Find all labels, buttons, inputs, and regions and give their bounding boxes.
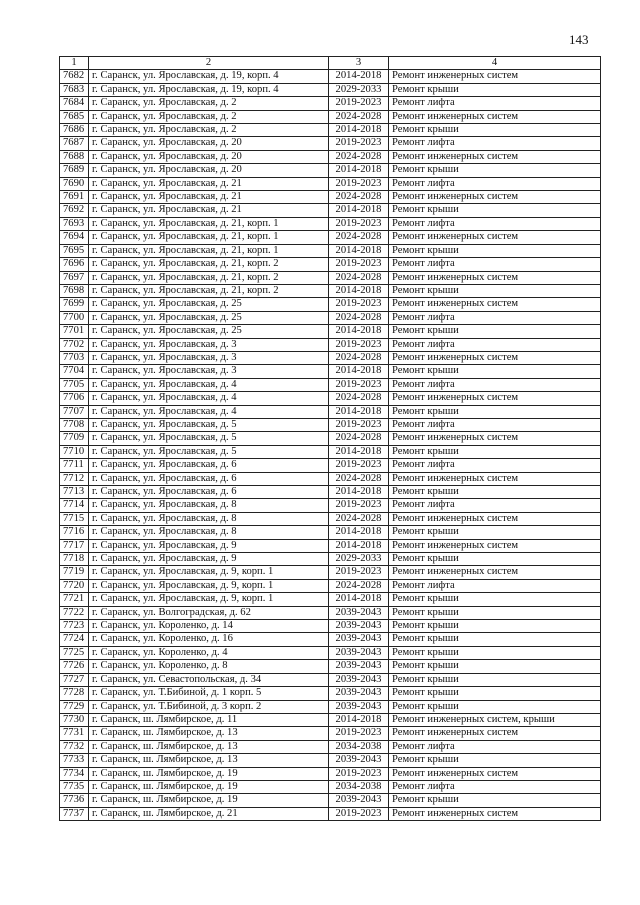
- table-row: [60, 392, 601, 405]
- row-number-cell: 7683: [60, 83, 89, 96]
- work-type-cell: Ремонт крыши: [389, 687, 601, 700]
- period-cell: 2014-2018: [329, 70, 389, 83]
- period-cell: 2024-2028: [329, 150, 389, 163]
- work-type-cell: Ремонт инженерных систем: [389, 392, 601, 405]
- table-row: [60, 459, 601, 472]
- period-cell: 2034-2038: [329, 740, 389, 753]
- period-cell: 2019-2023: [329, 418, 389, 431]
- row-number-cell: 7719: [60, 566, 89, 579]
- period-cell: 2039-2043: [329, 754, 389, 767]
- row-number-cell: 7686: [60, 124, 89, 137]
- address-cell: г. Саранск, ул. Ярославская, д. 4: [89, 392, 329, 405]
- work-type-cell: Ремонт лифта: [389, 499, 601, 512]
- repair-schedule-table: [59, 56, 601, 821]
- address-cell: г. Саранск, ул. Ярославская, д. 21, корп. 2: [89, 271, 329, 284]
- work-type-cell: Ремонт инженерных систем: [389, 727, 601, 740]
- row-number-cell: 7706: [60, 392, 89, 405]
- work-type-cell: Ремонт лифта: [389, 258, 601, 271]
- period-cell: 2024-2028: [329, 392, 389, 405]
- address-cell: г. Саранск, ул. Ярославская, д. 8: [89, 512, 329, 525]
- work-type-cell: Ремонт лифта: [389, 418, 601, 431]
- table-row: [60, 553, 601, 566]
- period-cell: 2014-2018: [329, 365, 389, 378]
- work-type-cell: Ремонт инженерных систем: [389, 298, 601, 311]
- work-type-cell: Ремонт инженерных систем: [389, 231, 601, 244]
- row-number-cell: 7717: [60, 539, 89, 552]
- row-number-cell: 7723: [60, 620, 89, 633]
- row-number-cell: 7730: [60, 713, 89, 726]
- table-row: [60, 499, 601, 512]
- period-cell: 2029-2033: [329, 83, 389, 96]
- row-number-cell: 7705: [60, 378, 89, 391]
- work-type-cell: Ремонт крыши: [389, 794, 601, 807]
- row-number-cell: 7693: [60, 217, 89, 230]
- work-type-cell: Ремонт лифта: [389, 97, 601, 110]
- row-number-cell: 7734: [60, 767, 89, 780]
- period-cell: 2014-2018: [329, 486, 389, 499]
- period-cell: 2014-2018: [329, 539, 389, 552]
- row-number-cell: 7732: [60, 740, 89, 753]
- row-number-cell: 7707: [60, 405, 89, 418]
- row-number-cell: 7687: [60, 137, 89, 150]
- period-cell: 2019-2023: [329, 137, 389, 150]
- address-cell: г. Саранск, ул. Короленко, д. 8: [89, 660, 329, 673]
- table-row: [60, 579, 601, 592]
- work-type-cell: Ремонт крыши: [389, 486, 601, 499]
- address-cell: г. Саранск, ул. Ярославская, д. 8: [89, 526, 329, 539]
- address-cell: г. Саранск, ул. Короленко, д. 16: [89, 633, 329, 646]
- address-cell: г. Саранск, ул. Ярославская, д. 6: [89, 472, 329, 485]
- row-number-cell: 7736: [60, 794, 89, 807]
- work-type-cell: Ремонт крыши: [389, 754, 601, 767]
- period-cell: 2019-2023: [329, 727, 389, 740]
- address-cell: г. Саранск, ул. Ярославская, д. 25: [89, 298, 329, 311]
- period-cell: 2019-2023: [329, 499, 389, 512]
- work-type-cell: Ремонт крыши: [389, 646, 601, 659]
- table-row: [60, 780, 601, 793]
- table-row: [60, 191, 601, 204]
- address-cell: г. Саранск, ул. Ярославская, д. 6: [89, 459, 329, 472]
- table-row: [60, 432, 601, 445]
- period-cell: 2019-2023: [329, 258, 389, 271]
- period-cell: 2019-2023: [329, 97, 389, 110]
- table-row: [60, 405, 601, 418]
- address-cell: г. Саранск, ул. Ярославская, д. 21, корп. 2: [89, 284, 329, 297]
- table-row: [60, 177, 601, 190]
- table-row: [60, 378, 601, 391]
- period-cell: 2014-2018: [329, 526, 389, 539]
- row-number-cell: 7712: [60, 472, 89, 485]
- address-cell: г. Саранск, ул. Ярославская, д. 5: [89, 445, 329, 458]
- address-cell: г. Саранск, ул. Т.Бибиной, д. 1 корп. 5: [89, 687, 329, 700]
- row-number-cell: 7704: [60, 365, 89, 378]
- work-type-cell: Ремонт лифта: [389, 740, 601, 753]
- work-type-cell: Ремонт крыши: [389, 633, 601, 646]
- period-cell: 2019-2023: [329, 298, 389, 311]
- work-type-cell: Ремонт крыши: [389, 284, 601, 297]
- work-type-cell: Ремонт инженерных систем, крыши: [389, 713, 601, 726]
- period-cell: 2014-2018: [329, 593, 389, 606]
- table-row: [60, 620, 601, 633]
- work-type-cell: Ремонт крыши: [389, 325, 601, 338]
- row-number-cell: 7709: [60, 432, 89, 445]
- work-type-cell: Ремонт лифта: [389, 311, 601, 324]
- work-type-cell: Ремонт лифта: [389, 177, 601, 190]
- address-cell: г. Саранск, ул. Ярославская, д. 20: [89, 137, 329, 150]
- address-cell: г. Саранск, ш. Лямбирское, д. 13: [89, 754, 329, 767]
- row-number-cell: 7690: [60, 177, 89, 190]
- period-cell: 2019-2023: [329, 459, 389, 472]
- row-number-cell: 7716: [60, 526, 89, 539]
- period-cell: 2014-2018: [329, 124, 389, 137]
- row-number-cell: 7708: [60, 418, 89, 431]
- work-type-cell: Ремонт крыши: [389, 700, 601, 713]
- period-cell: 2014-2018: [329, 405, 389, 418]
- period-cell: 2024-2028: [329, 311, 389, 324]
- row-number-cell: 7731: [60, 727, 89, 740]
- period-cell: 2034-2038: [329, 780, 389, 793]
- address-cell: г. Саранск, ул. Ярославская, д. 20: [89, 164, 329, 177]
- address-cell: г. Саранск, ул. Ярославская, д. 2: [89, 124, 329, 137]
- period-cell: 2029-2033: [329, 553, 389, 566]
- work-type-cell: Ремонт лифта: [389, 459, 601, 472]
- address-cell: г. Саранск, ул. Ярославская, д. 21, корп. 1: [89, 231, 329, 244]
- table-row: [60, 754, 601, 767]
- row-number-cell: 7684: [60, 97, 89, 110]
- work-type-cell: Ремонт крыши: [389, 445, 601, 458]
- table-row: [60, 526, 601, 539]
- period-cell: 2039-2043: [329, 687, 389, 700]
- work-type-cell: Ремонт лифта: [389, 137, 601, 150]
- table-row: [60, 365, 601, 378]
- address-cell: г. Саранск, ул. Ярославская, д. 4: [89, 405, 329, 418]
- row-number-cell: 7695: [60, 244, 89, 257]
- period-cell: 2014-2018: [329, 445, 389, 458]
- address-cell: г. Саранск, ул. Ярославская, д. 9, корп. 1: [89, 579, 329, 592]
- period-cell: 2014-2018: [329, 325, 389, 338]
- table-row: [60, 512, 601, 525]
- row-number-cell: 7737: [60, 807, 89, 820]
- work-type-cell: Ремонт инженерных систем: [389, 271, 601, 284]
- period-cell: 2014-2018: [329, 164, 389, 177]
- row-number-cell: 7703: [60, 351, 89, 364]
- work-type-cell: Ремонт инженерных систем: [389, 351, 601, 364]
- table-row: [60, 298, 601, 311]
- period-cell: 2024-2028: [329, 579, 389, 592]
- table-row: [60, 351, 601, 364]
- row-number-cell: 7715: [60, 512, 89, 525]
- table-row: [60, 700, 601, 713]
- address-cell: г. Саранск, ул. Ярославская, д. 9, корп. 1: [89, 566, 329, 579]
- address-cell: г. Саранск, ул. Ярославская, д. 2: [89, 110, 329, 123]
- period-cell: 2024-2028: [329, 271, 389, 284]
- table-row: [60, 271, 601, 284]
- address-cell: г. Саранск, ш. Лямбирское, д. 19: [89, 794, 329, 807]
- table-row: [60, 606, 601, 619]
- table-row: [60, 445, 601, 458]
- period-cell: 2019-2023: [329, 217, 389, 230]
- address-cell: г. Саранск, ул. Короленко, д. 14: [89, 620, 329, 633]
- table-row: [60, 338, 601, 351]
- period-cell: 2019-2023: [329, 177, 389, 190]
- period-cell: 2014-2018: [329, 204, 389, 217]
- table-row: [60, 807, 601, 820]
- table-row: [60, 660, 601, 673]
- address-cell: г. Саранск, ул. Ярославская, д. 25: [89, 325, 329, 338]
- address-cell: г. Саранск, ул. Т.Бибиной, д. 3 корп. 2: [89, 700, 329, 713]
- period-cell: 2039-2043: [329, 794, 389, 807]
- column-header-4: 4: [389, 57, 601, 70]
- period-cell: 2024-2028: [329, 231, 389, 244]
- work-type-cell: Ремонт крыши: [389, 83, 601, 96]
- table-row: [60, 633, 601, 646]
- work-type-cell: Ремонт крыши: [389, 365, 601, 378]
- table-row: [60, 244, 601, 257]
- work-type-cell: Ремонт лифта: [389, 579, 601, 592]
- address-cell: г. Саранск, ул. Ярославская, д. 21, корп. 1: [89, 217, 329, 230]
- row-number-cell: 7685: [60, 110, 89, 123]
- table-row: [60, 646, 601, 659]
- table-row: [60, 204, 601, 217]
- work-type-cell: Ремонт крыши: [389, 593, 601, 606]
- table-row: [60, 486, 601, 499]
- period-cell: 2019-2023: [329, 378, 389, 391]
- row-number-cell: 7694: [60, 231, 89, 244]
- period-cell: 2039-2043: [329, 673, 389, 686]
- period-cell: 2024-2028: [329, 110, 389, 123]
- period-cell: 2019-2023: [329, 807, 389, 820]
- column-header-3: 3: [329, 57, 389, 70]
- address-cell: г. Саранск, ш. Лямбирское, д. 21: [89, 807, 329, 820]
- column-header-1: 1: [60, 57, 89, 70]
- period-cell: 2014-2018: [329, 244, 389, 257]
- table-row: [60, 673, 601, 686]
- work-type-cell: Ремонт инженерных систем: [389, 566, 601, 579]
- period-cell: 2024-2028: [329, 472, 389, 485]
- work-type-cell: Ремонт лифта: [389, 378, 601, 391]
- row-number-cell: 7696: [60, 258, 89, 271]
- address-cell: г. Саранск, ш. Лямбирское, д. 19: [89, 767, 329, 780]
- row-number-cell: 7711: [60, 459, 89, 472]
- period-cell: 2019-2023: [329, 566, 389, 579]
- address-cell: г. Саранск, ул. Ярославская, д. 8: [89, 499, 329, 512]
- work-type-cell: Ремонт крыши: [389, 553, 601, 566]
- row-number-cell: 7714: [60, 499, 89, 512]
- work-type-cell: Ремонт инженерных систем: [389, 807, 601, 820]
- row-number-cell: 7699: [60, 298, 89, 311]
- address-cell: г. Саранск, ул. Ярославская, д. 20: [89, 150, 329, 163]
- period-cell: 2039-2043: [329, 700, 389, 713]
- address-cell: г. Саранск, ул. Ярославская, д. 9, корп. 1: [89, 593, 329, 606]
- row-number-cell: 7692: [60, 204, 89, 217]
- address-cell: г. Саранск, ул. Ярославская, д. 3: [89, 365, 329, 378]
- row-number-cell: 7724: [60, 633, 89, 646]
- address-cell: г. Саранск, ш. Лямбирское, д. 13: [89, 727, 329, 740]
- row-number-cell: 7726: [60, 660, 89, 673]
- page-number: 143: [569, 32, 589, 47]
- address-cell: г. Саранск, ул. Ярославская, д. 21, корп. 1: [89, 244, 329, 257]
- address-cell: г. Саранск, ул. Ярославская, д. 5: [89, 418, 329, 431]
- table-row: [60, 418, 601, 431]
- row-number-cell: 7701: [60, 325, 89, 338]
- address-cell: г. Саранск, ул. Ярославская, д. 19, корп. 4: [89, 83, 329, 96]
- row-number-cell: 7698: [60, 284, 89, 297]
- table-row: [60, 325, 601, 338]
- row-number-cell: 7710: [60, 445, 89, 458]
- row-number-cell: 7720: [60, 579, 89, 592]
- address-cell: г. Саранск, ул. Ярославская, д. 9: [89, 553, 329, 566]
- work-type-cell: Ремонт инженерных систем: [389, 432, 601, 445]
- row-number-cell: 7727: [60, 673, 89, 686]
- address-cell: г. Саранск, ул. Ярославская, д. 19, корп. 4: [89, 70, 329, 83]
- address-cell: г. Саранск, ул. Ярославская, д. 21: [89, 204, 329, 217]
- work-type-cell: Ремонт крыши: [389, 526, 601, 539]
- table-row: [60, 124, 601, 137]
- address-cell: г. Саранск, ул. Ярославская, д. 5: [89, 432, 329, 445]
- work-type-cell: Ремонт инженерных систем: [389, 110, 601, 123]
- address-cell: г. Саранск, ш. Лямбирское, д. 11: [89, 713, 329, 726]
- work-type-cell: Ремонт крыши: [389, 660, 601, 673]
- work-type-cell: Ремонт лифта: [389, 338, 601, 351]
- address-cell: г. Саранск, ул. Ярославская, д. 3: [89, 351, 329, 364]
- table-row: [60, 83, 601, 96]
- table-row: [60, 231, 601, 244]
- table-row: [60, 740, 601, 753]
- row-number-cell: 7718: [60, 553, 89, 566]
- period-cell: 2019-2023: [329, 338, 389, 351]
- period-cell: 2039-2043: [329, 606, 389, 619]
- work-type-cell: Ремонт крыши: [389, 620, 601, 633]
- address-cell: г. Саранск, ул. Ярославская, д. 6: [89, 486, 329, 499]
- table-row: [60, 794, 601, 807]
- column-header-2: 2: [89, 57, 329, 70]
- address-cell: г. Саранск, ш. Лямбирское, д. 13: [89, 740, 329, 753]
- table-row: [60, 472, 601, 485]
- period-cell: 2039-2043: [329, 660, 389, 673]
- work-type-cell: Ремонт крыши: [389, 606, 601, 619]
- period-cell: 2019-2023: [329, 767, 389, 780]
- table-row: [60, 767, 601, 780]
- table-row: [60, 258, 601, 271]
- address-cell: г. Саранск, ул. Ярославская, д. 2: [89, 97, 329, 110]
- table-row: [60, 97, 601, 110]
- table-row: [60, 70, 601, 83]
- row-number-cell: 7725: [60, 646, 89, 659]
- period-cell: 2039-2043: [329, 633, 389, 646]
- row-number-cell: 7702: [60, 338, 89, 351]
- address-cell: г. Саранск, ул. Короленко, д. 4: [89, 646, 329, 659]
- work-type-cell: Ремонт инженерных систем: [389, 70, 601, 83]
- period-cell: 2024-2028: [329, 191, 389, 204]
- address-cell: г. Саранск, ул. Ярославская, д. 9: [89, 539, 329, 552]
- table-row: [60, 593, 601, 606]
- row-number-cell: 7728: [60, 687, 89, 700]
- address-cell: г. Саранск, ул. Волгоградская, д. 62: [89, 606, 329, 619]
- row-number-cell: 7713: [60, 486, 89, 499]
- work-type-cell: Ремонт крыши: [389, 124, 601, 137]
- work-type-cell: Ремонт крыши: [389, 405, 601, 418]
- table-body: [60, 70, 601, 821]
- address-cell: г. Саранск, ул. Севастопольская, д. 34: [89, 673, 329, 686]
- address-cell: г. Саранск, ул. Ярославская, д. 25: [89, 311, 329, 324]
- table-row: [60, 284, 601, 297]
- row-number-cell: 7721: [60, 593, 89, 606]
- period-cell: 2024-2028: [329, 512, 389, 525]
- work-type-cell: Ремонт крыши: [389, 204, 601, 217]
- work-type-cell: Ремонт инженерных систем: [389, 472, 601, 485]
- period-cell: 2024-2028: [329, 351, 389, 364]
- row-number-cell: 7697: [60, 271, 89, 284]
- work-type-cell: Ремонт лифта: [389, 780, 601, 793]
- period-cell: 2024-2028: [329, 432, 389, 445]
- period-cell: 2014-2018: [329, 284, 389, 297]
- work-type-cell: Ремонт инженерных систем: [389, 767, 601, 780]
- work-type-cell: Ремонт крыши: [389, 673, 601, 686]
- table-row: [60, 727, 601, 740]
- table-header-row: [60, 57, 601, 70]
- table-row: [60, 566, 601, 579]
- work-type-cell: Ремонт инженерных систем: [389, 512, 601, 525]
- work-type-cell: Ремонт крыши: [389, 164, 601, 177]
- row-number-cell: 7722: [60, 606, 89, 619]
- table-row: [60, 164, 601, 177]
- address-cell: г. Саранск, ул. Ярославская, д. 21: [89, 177, 329, 190]
- address-cell: г. Саранск, ул. Ярославская, д. 4: [89, 378, 329, 391]
- table-row: [60, 687, 601, 700]
- row-number-cell: 7682: [60, 70, 89, 83]
- row-number-cell: 7733: [60, 754, 89, 767]
- row-number-cell: 7700: [60, 311, 89, 324]
- work-type-cell: Ремонт инженерных систем: [389, 150, 601, 163]
- table-row: [60, 110, 601, 123]
- address-cell: г. Саранск, ш. Лямбирское, д. 19: [89, 780, 329, 793]
- period-cell: 2039-2043: [329, 646, 389, 659]
- address-cell: г. Саранск, ул. Ярославская, д. 3: [89, 338, 329, 351]
- table-row: [60, 713, 601, 726]
- table-row: [60, 217, 601, 230]
- row-number-cell: 7735: [60, 780, 89, 793]
- row-number-cell: 7729: [60, 700, 89, 713]
- work-type-cell: Ремонт лифта: [389, 217, 601, 230]
- row-number-cell: 7689: [60, 164, 89, 177]
- row-number-cell: 7691: [60, 191, 89, 204]
- row-number-cell: 7688: [60, 150, 89, 163]
- table-row: [60, 137, 601, 150]
- period-cell: 2014-2018: [329, 713, 389, 726]
- table-row: [60, 150, 601, 163]
- table-row: [60, 539, 601, 552]
- address-cell: г. Саранск, ул. Ярославская, д. 21, корп. 2: [89, 258, 329, 271]
- work-type-cell: Ремонт инженерных систем: [389, 191, 601, 204]
- work-type-cell: Ремонт крыши: [389, 244, 601, 257]
- period-cell: 2039-2043: [329, 620, 389, 633]
- work-type-cell: Ремонт инженерных систем: [389, 539, 601, 552]
- table-row: [60, 311, 601, 324]
- address-cell: г. Саранск, ул. Ярославская, д. 21: [89, 191, 329, 204]
